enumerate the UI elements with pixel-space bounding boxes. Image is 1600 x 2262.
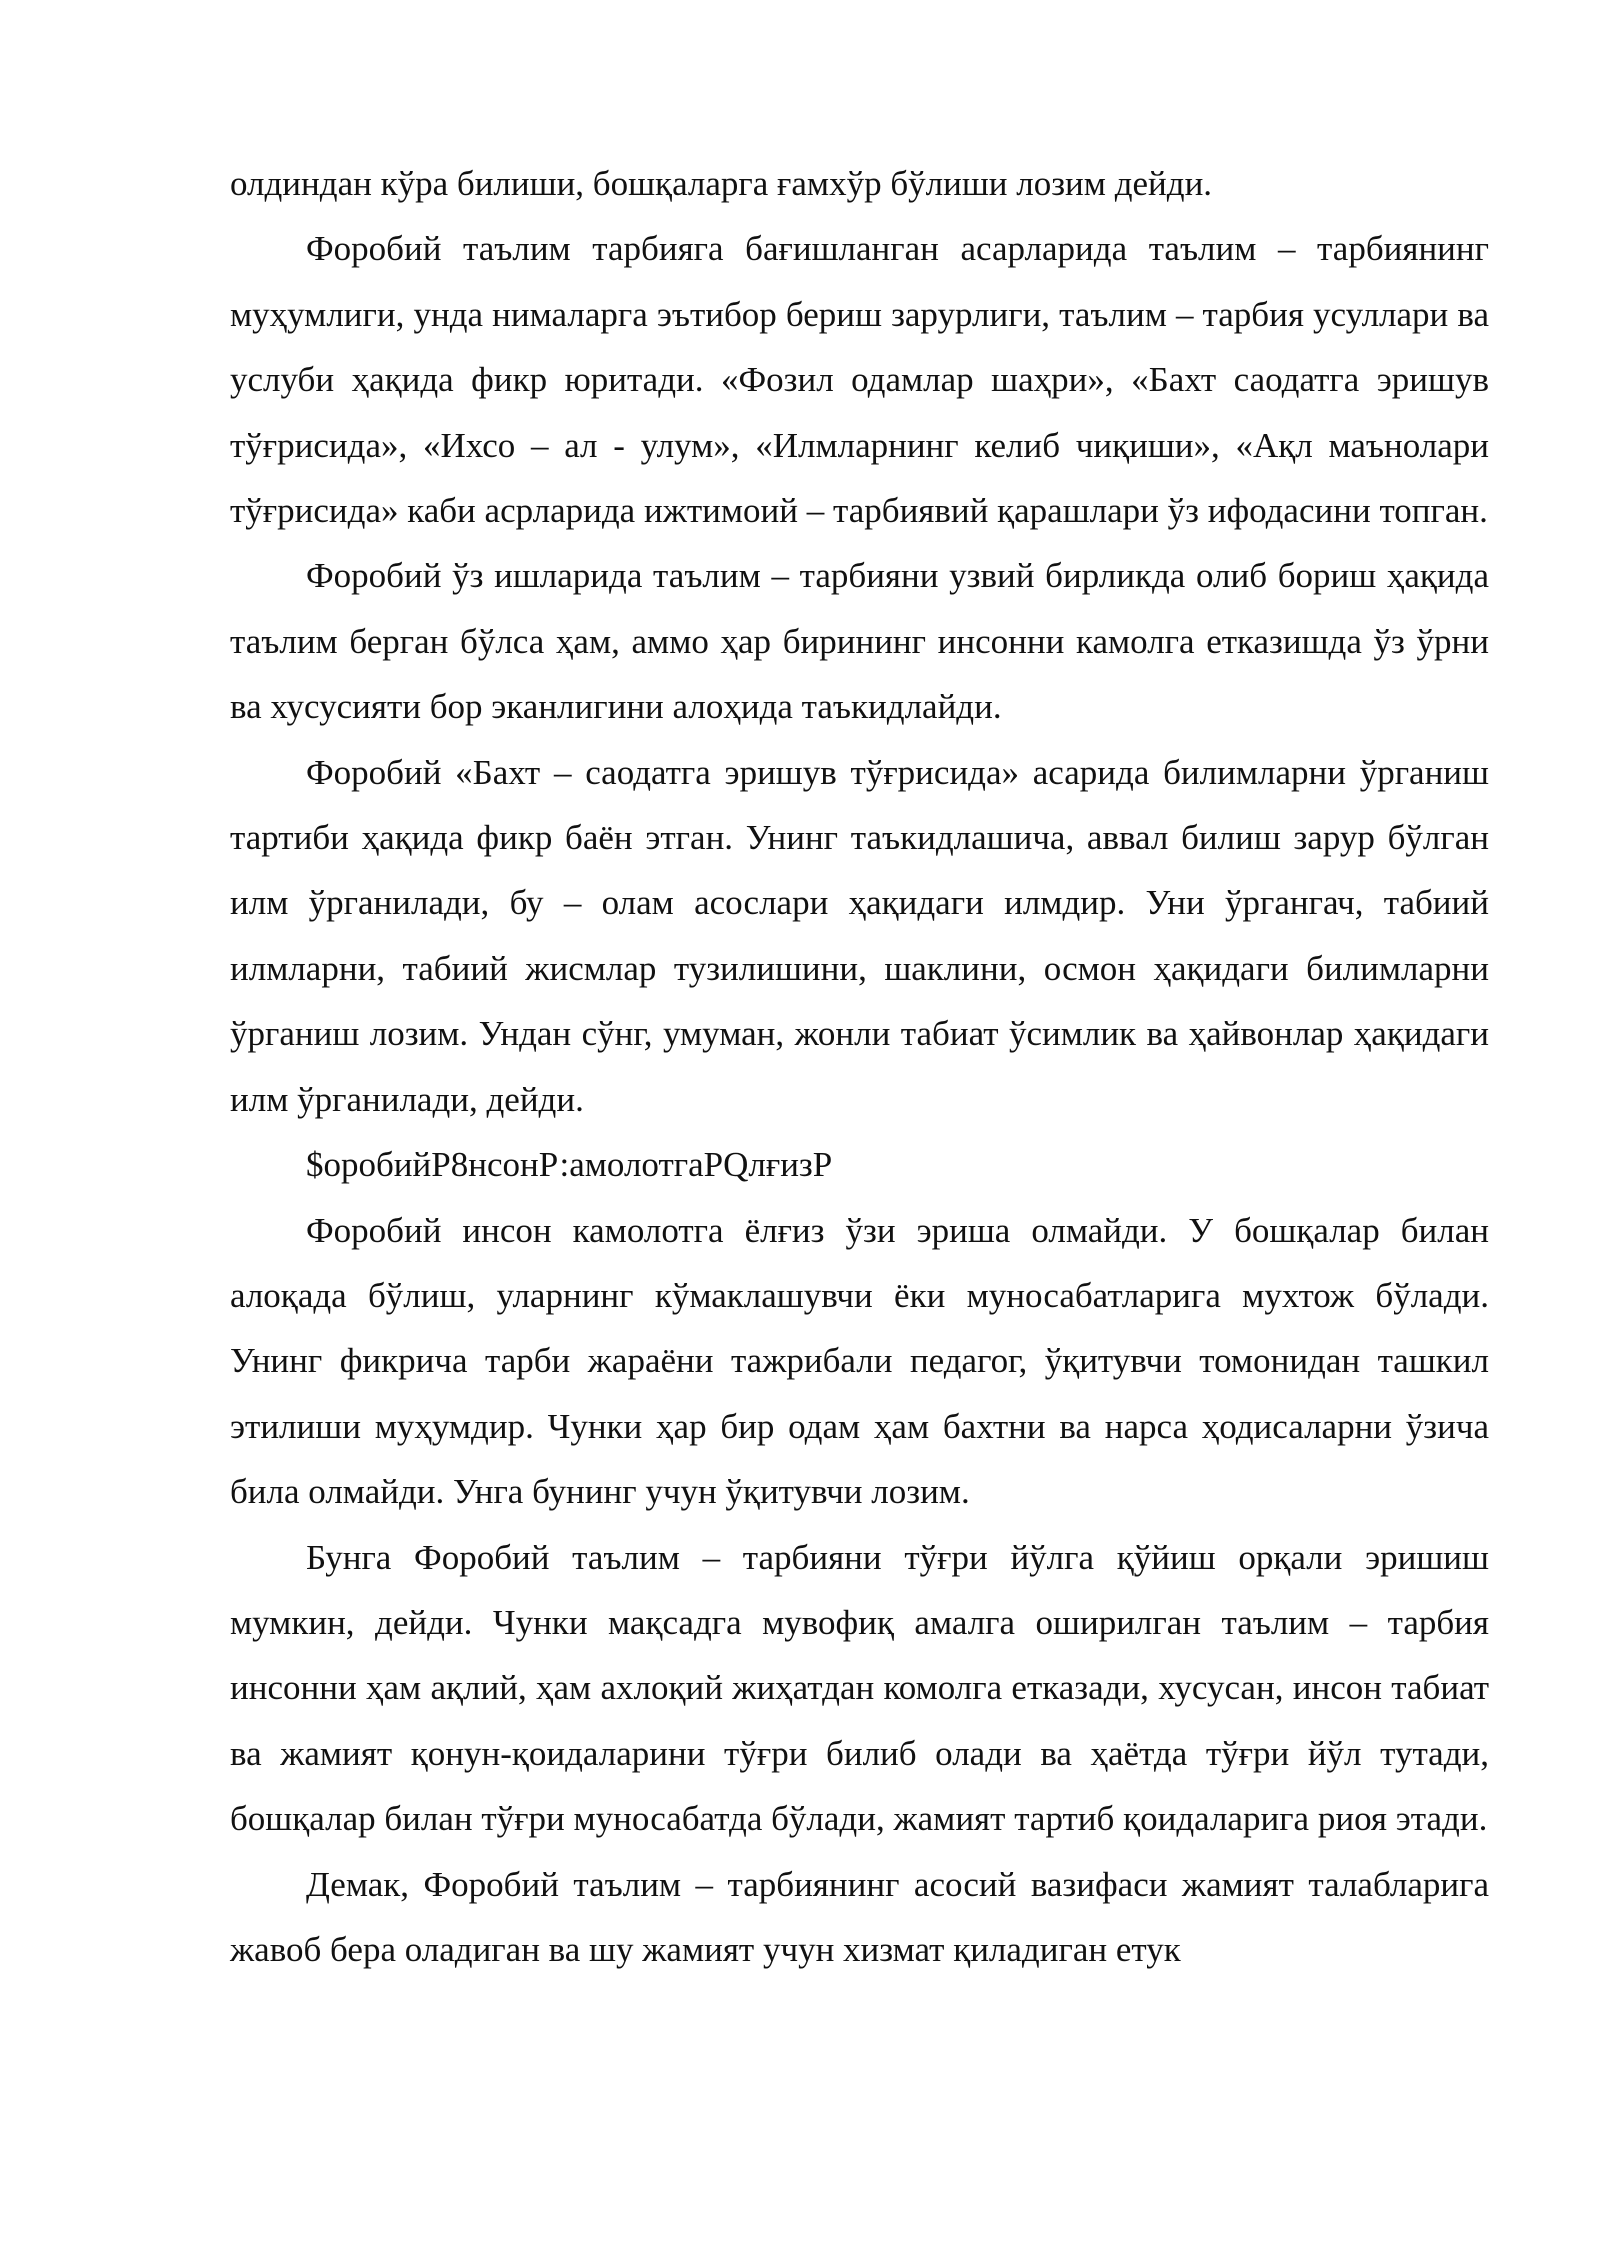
document-body [230, 151, 1489, 1982]
paragraph: Форобий таълим тарбияга бағишланган асарларида таълим – тарбиянинг муҳумлиги, унда нималарга эътибор бериш зарурлиги, таълим – тарбия усуллари ва услуби ҳақида фикр юритади. «Фозил одамлар шаҳри», «Бахт саодатга эришув тўғрисида», «Ихсо – ал - улум», «Илмларнинг келиб чиқиши», «Ақл маънолари тўғрисида» каби асрларида ижтимоий – тарбиявий қарашлари ўз ифодасини топган. [230, 229, 1489, 531]
paragraph: Демак, Форобий таълим – тарбиянинг асосий вазифаси жамият талабларига жавоб бера оладиган ва шу жамият учун хизмат қиладиган етук [230, 1864, 1489, 1969]
paragraph: Форобий ўз ишларида таълим – тарбияни узвий бирликда олиб бориш ҳақида таълим берган бўлса ҳам, аммо ҳар бирининг инсонни камолга етказишда ўз ўрни ва хусусияти бор эканлигини алоҳида таъкидлайди. [230, 556, 1489, 727]
paragraph: Бунга Форобий таълим – тарбияни тўғри йўлга қўйиш орқали эришиш мумкин, дейди. Чунки мақсадга мувофиқ амалга оширилган таълим – тарбия инсонни ҳам ақлий, ҳам ахлоқий жиҳатдан комолга етказади, хусусан, инсон табиат ва жамият қонун-қоидаларини тўғри билиб олади ва ҳаётда тўғри йўл тутади, бошқалар билан тўғри муносабатда бўлади, жамият тартиб қоидаларига риоя этади. [230, 1537, 1489, 1839]
paragraph-continuation: олдиндан кўра билиши, бошқаларга ғамхўр бўлиши лозим дейди. [230, 164, 1213, 203]
paragraph: Форобий «Бахт – саодатга эришув тўғрисида» асарида билимларни ўрганиш тартиби ҳақида фикр баён этган. Унинг таъкидлашича, аввал билиш зарур бўлган илм ўрганилади, бу – олам асослари ҳақидаги илмдир. Уни ўргангач, табиий илмларни, табиий жисмлар тузилишини, шаклини, осмон ҳақидаги билимларни ўрганиш лозим. Ундан сўнг, умуман, жонли табиат ўсимлик ва ҳайвонлар ҳақидаги илм ўрганилади, дейди. [230, 752, 1489, 1119]
section-heading: $оробийР8нсонР:амолотгаРQлғизР [306, 1145, 833, 1185]
paragraph: Форобий инсон камолотга ёлғиз ўзи эриша олмайди. У бошқалар билан алоқада бўлиш, уларнинг кўмаклашувчи ёки муносабатларига мухтож бўлади. Унинг фикрича тарби жараёни тажрибали педагог, ўқитувчи томонидан ташкил этилиши муҳумдир. Чунки ҳар бир одам ҳам бахтни ва нарса ҳодисаларни ўзича била олмайди. Унга бунинг учун ўқитувчи лозим. [230, 1210, 1489, 1512]
